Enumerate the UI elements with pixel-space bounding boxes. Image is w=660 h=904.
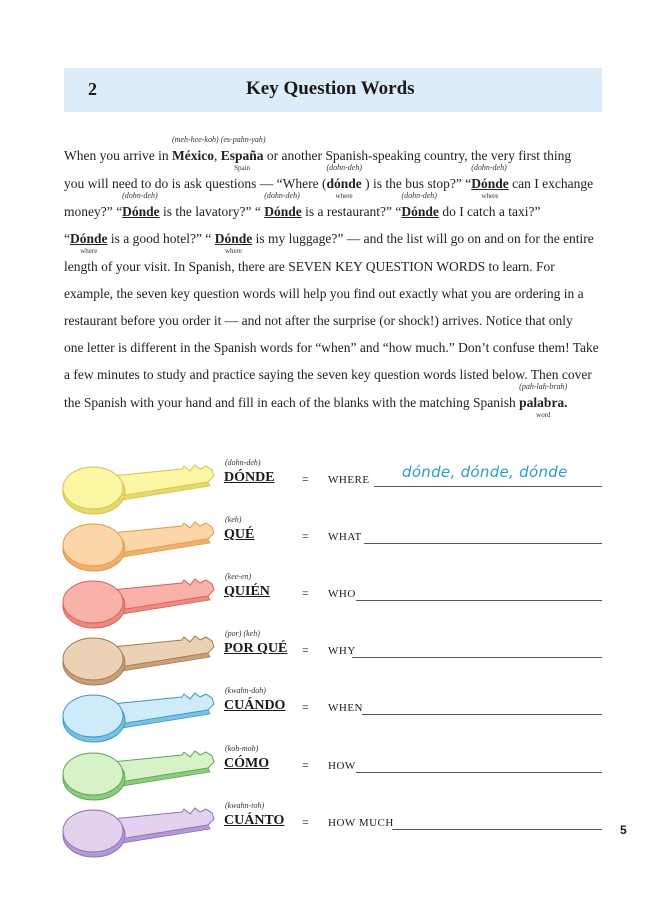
page-number: 5 [620,823,627,837]
key-row [60,572,620,632]
word-donde [264,191,302,220]
word-donde [471,163,509,200]
gloss: where [335,192,353,200]
answer-blank[interactable] [374,486,602,487]
chapter-title: Key Question Words [246,78,415,99]
spanish-question-word: POR QUÉ [224,641,288,656]
pronunciation: (keh) [225,515,242,524]
text-run: ) is the bus stop?” “ [361,176,472,191]
key-icon [60,805,220,863]
text-run: “ [64,231,70,246]
english-word: HOW [328,760,356,772]
equals-sign: = [302,700,309,714]
spanish-word: Dónde [214,231,253,246]
intro-line-10 [64,382,568,419]
text-run: can I exchange [508,176,594,191]
spanish-word: Dónde [471,176,509,191]
intro-line-9: a few minutes to study and practice saying the seven key question words listed below. Then cover [64,367,592,382]
pronunciation: (dohn-deh) [122,191,158,200]
spanish-question-word: QUÉ [224,527,255,542]
answer-blank[interactable] [392,829,602,830]
gloss: where [224,247,243,255]
word-donde [122,191,160,220]
spanish-word: Dónde [70,231,108,246]
intro-line-7: restaurant before you order it — and not after the surprise (or shock!) arrives. Notice that only [64,313,573,328]
text-run: the Spanish with your hand and fill in each of the blanks with the matching Spanish [64,395,520,410]
answer-blank[interactable] [356,772,602,773]
key-row [60,744,620,804]
answer-blank[interactable] [364,543,602,544]
pronunciation: (por) (keh) [225,629,260,638]
pronunciation: (es-pahn-yah) [220,135,266,144]
pronunciation: (kwahn-toh) [225,801,265,810]
spanish-word: dónde [326,176,362,191]
english-word: HOW MUCH [328,817,394,829]
english-word: WHO [328,588,356,600]
key-icon [60,690,220,748]
key-row [60,629,620,689]
intro-line-8: one letter is different in the Spanish words for “when” and “how much.” Don’t confuse them! Take [64,340,599,355]
pronunciation: (meh-hee-koh) [171,135,219,144]
text-run: is a good hotel?” “ [107,231,215,246]
word-palabra [519,382,568,419]
answer-blank[interactable] [362,714,602,715]
key-icon [60,748,220,806]
pronunciation: (kee-en) [225,572,252,581]
spanish-word: España [220,148,264,163]
spanish-word: Dónde [122,204,160,219]
spanish-question-word: CUÁNDO [224,698,286,713]
word-donde [214,231,253,255]
handwritten-answer: dónde, dónde, dónde [402,463,568,481]
pronunciation: (dohn-deh) [326,163,362,172]
gloss: where [80,247,98,255]
answer-blank[interactable] [352,657,602,658]
pronunciation: (dohn-deh) [401,191,437,200]
pronunciation: (pah-lah-brah) [519,382,568,391]
text-run: is my luggage?” — and the list will go on and on for the entire [252,231,594,246]
spanish-word: México [171,148,214,163]
spanish-word: Dónde [401,204,439,219]
key-icon [60,519,220,577]
equals-sign: = [302,472,309,486]
pronunciation: (dohn-deh) [225,458,261,467]
pronunciation: (dohn-deh) [264,191,300,200]
spanish-question-word: CUÁNTO [224,813,285,828]
english-word: WHAT [328,531,362,543]
key-row [60,515,620,575]
spanish-question-word: CÓMO [224,756,270,771]
equals-sign: = [302,586,309,600]
english-word: WHY [328,645,356,657]
word-donde [70,231,108,255]
equals-sign: = [302,529,309,543]
gloss: where [481,192,499,200]
key-icon [60,633,220,691]
chapter-number: 2 [88,79,97,99]
word-donde [326,163,362,200]
intro-line-6: example, the seven key question words will help you find out exactly what you are ordering in a [64,286,584,301]
text-run: do I catch a taxi?” [438,204,541,219]
pronunciation: (koh-moh) [225,744,259,753]
spanish-question-word: QUIÉN [224,584,270,599]
key-row [60,801,620,861]
key-icon [60,576,220,634]
text-run: , [213,148,221,163]
word-espana [220,135,266,172]
word-donde [401,191,439,220]
english-word: WHERE [328,474,370,486]
text-run: is the lavatory?” “ [159,204,265,219]
text-run: you will need to do is ask questions — “Where ( [64,176,327,191]
text-run: money?” “ [64,204,123,219]
text-run: or another Spanish-speaking country, the very first thing [263,148,572,163]
key-row [60,458,620,518]
gloss: word [536,411,551,419]
intro-line-4 [64,231,594,255]
key-row [60,686,620,746]
equals-sign: = [302,643,309,657]
spanish-word: Dónde [264,204,302,219]
key-icon [60,462,220,520]
pronunciation: (kwahn-doh) [225,686,266,695]
spanish-question-word: DÓNDE [224,470,275,485]
pronunciation: (dohn-deh) [471,163,507,172]
intro-line-5: length of your visit. In Spanish, there are SEVEN KEY QUESTION WORDS to learn. For [64,259,555,274]
equals-sign: = [302,815,309,829]
gloss: Spain [234,164,251,172]
answer-blank[interactable] [356,600,602,601]
spanish-word: palabra. [519,395,568,410]
equals-sign: = [302,758,309,772]
english-word: WHEN [328,702,363,714]
word-mexico [171,135,219,164]
text-run: is a restaurant?” “ [301,204,402,219]
text-run: When you arrive in [64,148,172,163]
